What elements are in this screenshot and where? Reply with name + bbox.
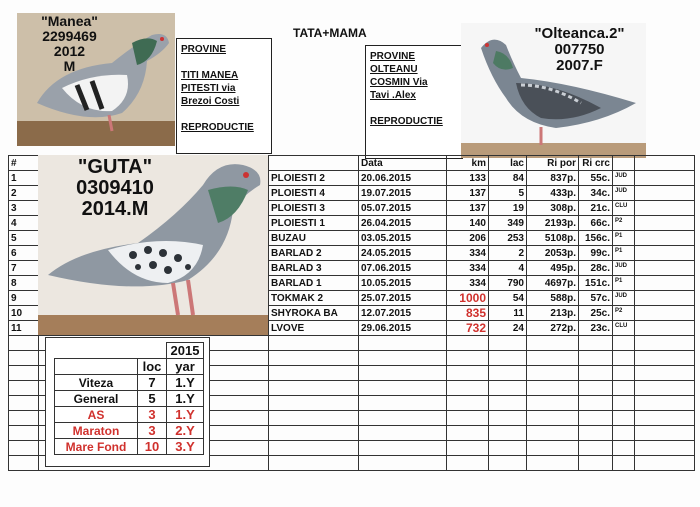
stats-row <box>55 407 204 423</box>
race-points: 2193p. <box>527 216 579 231</box>
stats-row <box>55 391 204 407</box>
empty-cell <box>447 351 489 366</box>
empty-cell <box>359 336 447 351</box>
empty-cell <box>613 441 635 456</box>
header-race <box>269 156 359 171</box>
empty-cell <box>9 336 39 351</box>
empty-cell <box>635 441 695 456</box>
empty-cell <box>527 396 579 411</box>
race-date: 20.06.2015 <box>359 171 447 186</box>
empty-cell <box>527 456 579 471</box>
race-name: PLOIESTI 2 <box>269 171 359 186</box>
race-date: 05.07.2015 <box>359 201 447 216</box>
race-category <box>613 306 635 321</box>
row-number: 3 <box>9 201 39 216</box>
stats-row <box>55 439 204 455</box>
empty-cell <box>447 426 489 441</box>
race-name: PLOIESTI 3 <box>269 201 359 216</box>
empty-cell <box>447 396 489 411</box>
row-extra <box>635 201 695 216</box>
stats-loc: 3 <box>138 407 167 423</box>
father-info-line: TITI MANEA <box>181 70 239 81</box>
race-place: 24 <box>489 321 527 336</box>
empty-cell <box>447 336 489 351</box>
race-km: 137 <box>447 201 489 216</box>
empty-cell <box>579 411 613 426</box>
race-category <box>613 171 635 186</box>
race-category-label: P1 <box>615 247 623 254</box>
mother-info-line: OLTEANU <box>370 64 418 75</box>
mother-ring: 007750 <box>554 41 605 58</box>
race-date: 26.04.2015 <box>359 216 447 231</box>
race-category-label: P1 <box>615 277 623 284</box>
row-extra <box>635 186 695 201</box>
center-title: TATA+MAMA <box>293 26 367 40</box>
stats-yar: 1.Y <box>167 407 204 423</box>
empty-cell <box>489 426 527 441</box>
race-points: 588p. <box>527 291 579 306</box>
stats-loc: 3 <box>138 423 167 439</box>
empty-cell <box>613 426 635 441</box>
empty-cell <box>269 396 359 411</box>
empty-cell <box>579 441 613 456</box>
race-category-label: P2 <box>615 307 623 314</box>
race-place: 4 <box>489 261 527 276</box>
empty-cell <box>359 396 447 411</box>
empty-cell <box>527 366 579 381</box>
father-sex: M <box>63 58 76 74</box>
race-coef: 156c. <box>579 231 613 246</box>
empty-cell <box>359 426 447 441</box>
race-km: 334 <box>447 246 489 261</box>
empty-cell <box>269 456 359 471</box>
empty-cell <box>9 381 39 396</box>
race-name: BUZAU <box>269 231 359 246</box>
race-category <box>613 291 635 306</box>
header-ri: Ri por <box>527 156 579 171</box>
father-info-line: REPRODUCTIE <box>181 122 254 133</box>
stats-name: Maraton <box>55 423 138 439</box>
mother-info-line: Tavi .Alex <box>370 90 416 101</box>
empty-cell <box>635 351 695 366</box>
empty-cell <box>9 366 39 381</box>
empty-cell <box>359 366 447 381</box>
empty-cell <box>9 396 39 411</box>
row-number: 5 <box>9 231 39 246</box>
race-coef: 151c. <box>579 276 613 291</box>
race-category <box>613 321 635 336</box>
stats-box <box>45 337 210 467</box>
race-category-label: P2 <box>615 217 623 224</box>
empty-cell <box>579 456 613 471</box>
stats-yar: 1.Y <box>167 391 204 407</box>
race-name: PLOIESTI 1 <box>269 216 359 231</box>
race-category-label: CLU <box>615 322 628 329</box>
race-km: 140 <box>447 216 489 231</box>
race-category-label: JUD <box>615 292 628 299</box>
empty-cell <box>489 366 527 381</box>
empty-cell <box>613 336 635 351</box>
header-km: km <box>447 156 489 171</box>
empty-cell <box>269 441 359 456</box>
race-date: 24.05.2015 <box>359 246 447 261</box>
race-category-label: CLU <box>615 202 628 209</box>
empty-cell <box>635 456 695 471</box>
race-points: 837p. <box>527 171 579 186</box>
row-number: 2 <box>9 186 39 201</box>
mother-info-line: COSMIN Via <box>370 77 428 88</box>
empty-cell <box>9 411 39 426</box>
empty-cell <box>635 426 695 441</box>
empty-cell <box>359 411 447 426</box>
race-date: 12.07.2015 <box>359 306 447 321</box>
row-number: 8 <box>9 276 39 291</box>
stats-name: Viteza <box>55 375 138 391</box>
father-year: 2012 <box>53 43 86 59</box>
race-km: 835 <box>447 306 489 321</box>
father-info-line: PROVINE <box>181 44 227 55</box>
row-number: 7 <box>9 261 39 276</box>
race-name: BARLAD 1 <box>269 276 359 291</box>
empty-cell <box>9 351 39 366</box>
header-coeff: Ri crc <box>579 156 613 171</box>
empty-cell <box>9 426 39 441</box>
empty-cell <box>489 381 527 396</box>
race-points: 495p. <box>527 261 579 276</box>
race-points: 433p. <box>527 186 579 201</box>
empty-cell <box>635 336 695 351</box>
row-number: 4 <box>9 216 39 231</box>
row-number: 9 <box>9 291 39 306</box>
empty-cell <box>613 381 635 396</box>
empty-cell <box>527 441 579 456</box>
empty-cell <box>635 411 695 426</box>
mother-info-line: REPRODUCTIE <box>370 116 443 127</box>
header-date: Data <box>359 156 447 171</box>
race-place: 253 <box>489 231 527 246</box>
race-category <box>613 276 635 291</box>
row-extra <box>635 171 695 186</box>
race-coef: 66c. <box>579 216 613 231</box>
race-name: TOKMAK 2 <box>269 291 359 306</box>
empty-cell <box>489 351 527 366</box>
race-category <box>613 186 635 201</box>
empty-cell <box>635 396 695 411</box>
empty-cell <box>359 441 447 456</box>
race-points: 308p. <box>527 201 579 216</box>
row-number: 10 <box>9 306 39 321</box>
stats-yar: 2.Y <box>167 423 204 439</box>
race-points: 272p. <box>527 321 579 336</box>
race-name: PLOIESTI 4 <box>269 186 359 201</box>
empty-cell <box>579 351 613 366</box>
stats-loc: 7 <box>138 375 167 391</box>
header-num: # <box>9 156 39 171</box>
race-name: BARLAD 2 <box>269 246 359 261</box>
father-label <box>27 14 112 74</box>
row-extra <box>635 321 695 336</box>
race-category-label: JUD <box>615 172 628 179</box>
row-extra <box>635 246 695 261</box>
race-date: 29.06.2015 <box>359 321 447 336</box>
race-place: 54 <box>489 291 527 306</box>
stats-year: 2015 <box>167 343 204 359</box>
row-extra <box>635 231 695 246</box>
mother-info-line: PROVINE <box>370 51 416 62</box>
empty-cell <box>359 351 447 366</box>
empty-cell <box>613 366 635 381</box>
empty-cell <box>269 381 359 396</box>
mother-year: 2007.F <box>556 57 603 74</box>
race-coef: 34c. <box>579 186 613 201</box>
empty-cell <box>269 411 359 426</box>
race-km: 334 <box>447 261 489 276</box>
stats-loc: 10 <box>138 439 167 455</box>
empty-cell <box>579 426 613 441</box>
empty-cell <box>447 411 489 426</box>
bird-year: 2014.M <box>81 198 149 220</box>
father-info-line: Brezoi Costi <box>181 96 240 107</box>
empty-cell <box>447 366 489 381</box>
row-extra <box>635 216 695 231</box>
race-date: 07.06.2015 <box>359 261 447 276</box>
race-coef: 21c. <box>579 201 613 216</box>
empty-cell <box>9 456 39 471</box>
race-coef: 57c. <box>579 291 613 306</box>
race-place: 84 <box>489 171 527 186</box>
empty-cell <box>579 381 613 396</box>
empty-cell <box>489 456 527 471</box>
mother-info-box <box>365 45 463 159</box>
race-category <box>613 201 635 216</box>
empty-cell <box>635 381 695 396</box>
race-category <box>613 216 635 231</box>
mother-label <box>507 26 652 74</box>
empty-cell <box>489 336 527 351</box>
race-points: 5108p. <box>527 231 579 246</box>
empty-cell <box>613 351 635 366</box>
empty-cell <box>527 411 579 426</box>
race-date: 19.07.2015 <box>359 186 447 201</box>
row-number: 11 <box>9 321 39 336</box>
race-category-label: JUD <box>615 262 628 269</box>
race-km: 206 <box>447 231 489 246</box>
empty-cell <box>579 366 613 381</box>
race-km: 732 <box>447 321 489 336</box>
empty-cell <box>269 336 359 351</box>
empty-cell <box>527 351 579 366</box>
race-place: 19 <box>489 201 527 216</box>
header-lac: lac <box>489 156 527 171</box>
race-name: BARLAD 3 <box>269 261 359 276</box>
empty-cell <box>635 366 695 381</box>
row-extra <box>635 291 695 306</box>
stats-yar: 3.Y <box>167 439 204 455</box>
race-place: 11 <box>489 306 527 321</box>
race-category <box>613 231 635 246</box>
empty-cell <box>527 336 579 351</box>
race-place: 5 <box>489 186 527 201</box>
father-info-box <box>176 38 272 154</box>
empty-cell <box>579 396 613 411</box>
mother-name: "Olteanca.2" <box>534 25 625 42</box>
race-coef: 28c. <box>579 261 613 276</box>
row-number: 1 <box>9 171 39 186</box>
stats-col-loc: loc <box>138 359 167 375</box>
empty-cell <box>527 381 579 396</box>
father-ring: 2299469 <box>42 28 97 44</box>
header-cat <box>613 156 635 171</box>
stats-table <box>54 342 204 455</box>
race-place: 790 <box>489 276 527 291</box>
stats-loc: 5 <box>138 391 167 407</box>
empty-cell <box>359 456 447 471</box>
race-points: 2053p. <box>527 246 579 261</box>
empty-cell <box>269 366 359 381</box>
stats-row <box>55 423 204 439</box>
race-category-label: P1 <box>615 232 623 239</box>
race-name: SHYROKA BA <box>269 306 359 321</box>
row-extra <box>635 261 695 276</box>
empty-cell <box>489 396 527 411</box>
race-km: 137 <box>447 186 489 201</box>
row-extra <box>635 276 695 291</box>
empty-cell <box>359 381 447 396</box>
empty-cell <box>489 411 527 426</box>
stats-row <box>55 375 204 391</box>
stats-name: AS <box>55 407 138 423</box>
stats-col-yar: yar <box>167 359 204 375</box>
bird-name: "GUTA" <box>77 156 153 178</box>
empty-cell <box>613 396 635 411</box>
race-coef: 23c. <box>579 321 613 336</box>
father-info-line: PITESTI via <box>181 83 236 94</box>
race-name: LVOVE <box>269 321 359 336</box>
race-category-label: JUD <box>615 187 628 194</box>
bird-label <box>55 157 175 220</box>
race-km: 334 <box>447 276 489 291</box>
race-km: 133 <box>447 171 489 186</box>
stats-yar: 1.Y <box>167 375 204 391</box>
race-coef: 99c. <box>579 246 613 261</box>
race-km: 1000 <box>447 291 489 306</box>
empty-cell <box>269 351 359 366</box>
empty-cell <box>527 426 579 441</box>
race-points: 213p. <box>527 306 579 321</box>
empty-cell <box>9 441 39 456</box>
stats-name: General <box>55 391 138 407</box>
race-place: 2 <box>489 246 527 261</box>
race-category <box>613 261 635 276</box>
race-date: 03.05.2015 <box>359 231 447 246</box>
empty-cell <box>447 381 489 396</box>
race-points: 4697p. <box>527 276 579 291</box>
race-place: 349 <box>489 216 527 231</box>
empty-cell <box>613 456 635 471</box>
empty-cell <box>447 441 489 456</box>
race-date: 25.07.2015 <box>359 291 447 306</box>
empty-cell <box>613 411 635 426</box>
empty-cell <box>489 441 527 456</box>
empty-cell <box>269 426 359 441</box>
race-category <box>613 246 635 261</box>
bird-ring: 0309410 <box>76 177 154 199</box>
race-coef: 25c. <box>579 306 613 321</box>
header-extra <box>635 156 695 171</box>
stats-name: Mare Fond <box>55 439 138 455</box>
father-name: "Manea" <box>41 13 98 29</box>
race-coef: 55c. <box>579 171 613 186</box>
row-extra <box>635 306 695 321</box>
empty-cell <box>447 456 489 471</box>
empty-cell <box>579 336 613 351</box>
row-number: 6 <box>9 246 39 261</box>
race-date: 10.05.2015 <box>359 276 447 291</box>
